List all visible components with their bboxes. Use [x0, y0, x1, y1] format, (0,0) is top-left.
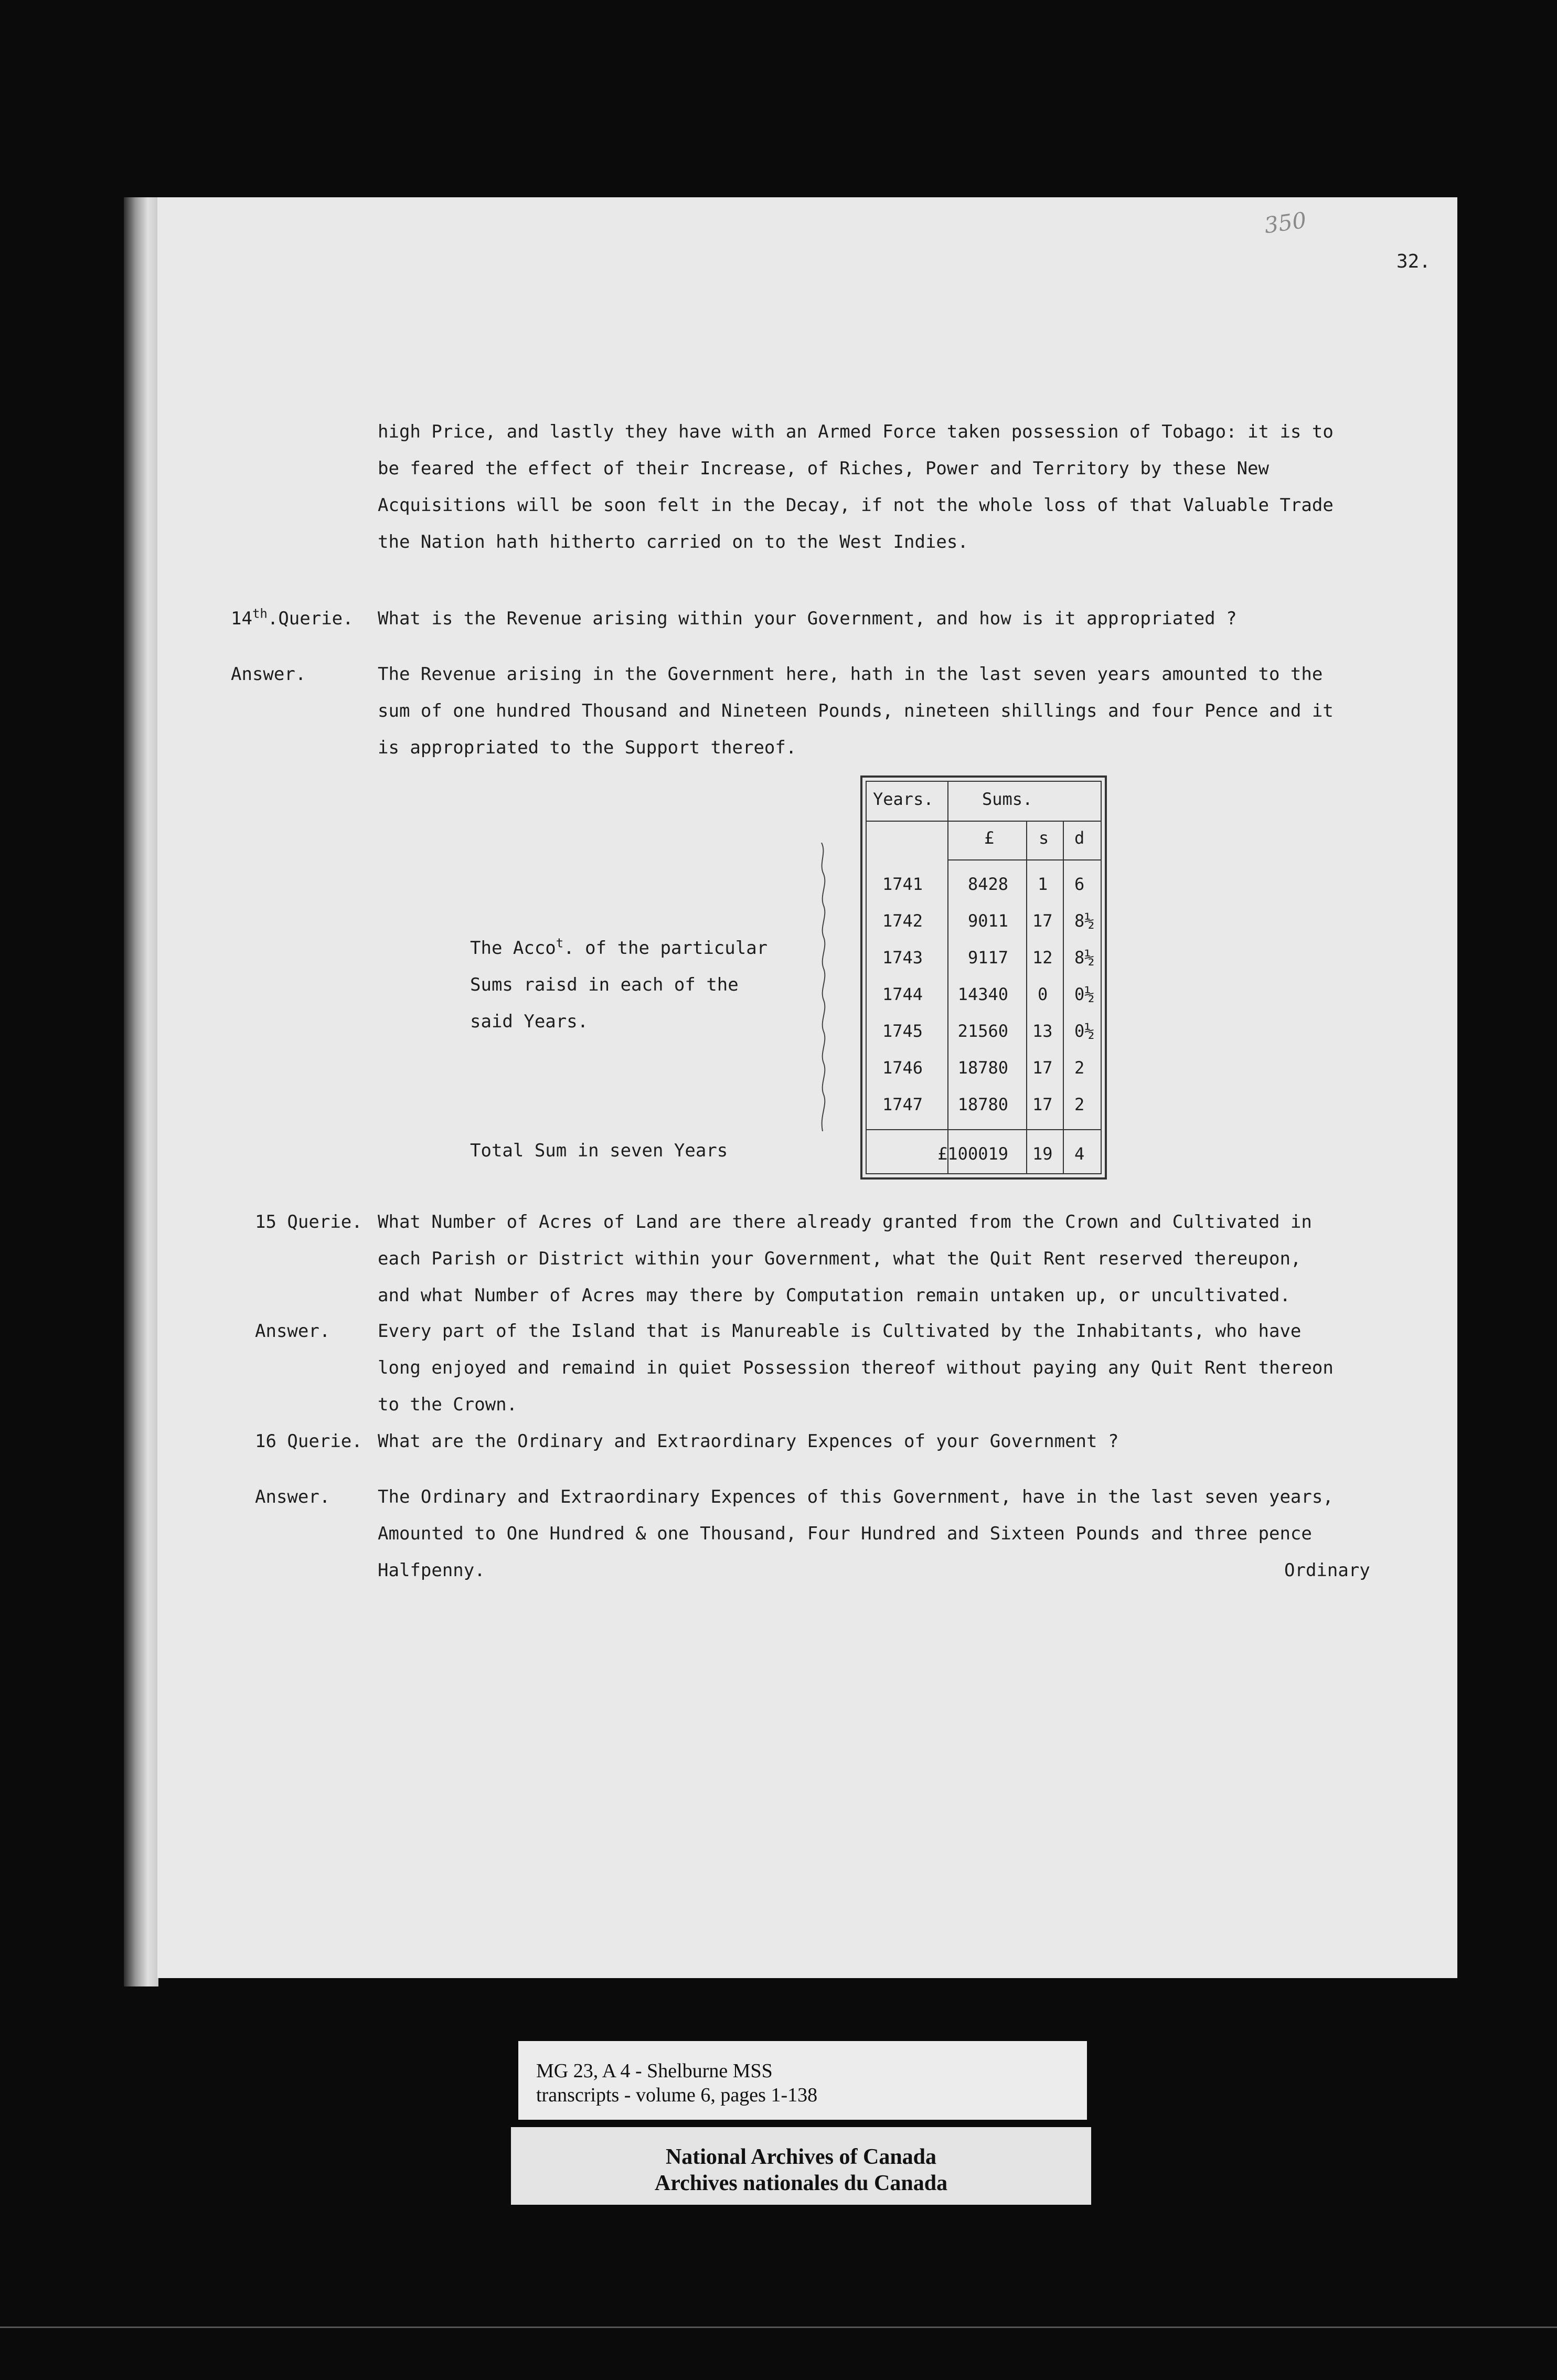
query-16-question: [378, 1423, 1395, 1460]
text-line: the Nation hath hitherto carried on to the West Indies.: [378, 532, 968, 552]
row-pence: 2: [1074, 1095, 1085, 1114]
row-pence: 0½: [1074, 984, 1095, 1004]
header-years: Years.: [873, 789, 934, 809]
document-page: [157, 197, 1457, 1978]
row-year: 1742: [882, 911, 923, 931]
revenue-table: [860, 775, 1107, 1180]
text-line: What are the Ordinary and Extraordinary Expences of your Government ?: [378, 1431, 1119, 1452]
text-line: Amounted to One Hundred & one Thousand, Four Hundred and Sixteen Pounds and three pence: [378, 1523, 1312, 1544]
query-16-label: 16 Querie.: [255, 1431, 362, 1452]
archive-banner-line: National Archives of Canada: [665, 2145, 937, 2169]
header-sums: Sums.: [982, 789, 1033, 809]
row-year: 1741: [882, 874, 923, 894]
total-pence: 4: [1074, 1144, 1085, 1164]
query-15-label: 15 Querie.: [255, 1212, 362, 1232]
archive-banner: [511, 2127, 1091, 2205]
intro-paragraph: [378, 413, 1395, 560]
query-14-answer-label: Answer.: [231, 664, 306, 685]
query-15-answer-label: Answer.: [255, 1321, 330, 1342]
row-pounds: 18780: [957, 1058, 1008, 1078]
unit-shillings: s: [1039, 828, 1049, 848]
pencil-folio-number: 350: [1262, 207, 1308, 239]
catchword: Ordinary: [1284, 1560, 1370, 1581]
query-15-question: [378, 1204, 1395, 1314]
total-pounds: £100019: [937, 1144, 1008, 1164]
text-line: high Price, and lastly they have with an Armed Force taken possession of Tobago: it is to: [378, 421, 1334, 442]
row-pounds: 9011: [967, 911, 1008, 931]
row-pence: 8½: [1074, 948, 1095, 968]
text-line: The Revenue arising in the Government here, hath in the last seven years amounted to the: [378, 664, 1323, 685]
row-shillings: 17: [1032, 1058, 1053, 1078]
text-line: each Parish or District within your Government, what the Quit Rent reserved thereupon,: [378, 1248, 1302, 1269]
row-year: 1745: [882, 1021, 923, 1041]
row-pence: 0½: [1074, 1021, 1095, 1041]
text-line: What is the Revenue arising within your Government, and how is it appropriated ?: [378, 608, 1237, 629]
text-line: Halfpenny.: [378, 1560, 485, 1581]
query-14-label: 14th.Querie.: [231, 606, 354, 629]
text-line: sum of one hundred Thousand and Nineteen Pounds, nineteen shillings and four Pence and it: [378, 700, 1334, 721]
archive-banner-line: Archives nationales du Canada: [654, 2171, 948, 2195]
archive-reference-line: MG 23, A 4 - Shelburne MSS: [536, 2060, 773, 2082]
row-shillings: 1: [1038, 874, 1048, 894]
text-line: The Ordinary and Extraordinary Expences of this Government, have in the last seven years,: [378, 1486, 1334, 1507]
row-pence: 8½: [1074, 911, 1095, 931]
query-16-answer: [378, 1479, 1395, 1589]
row-pounds: 14340: [957, 984, 1008, 1004]
row-year: 1747: [882, 1095, 923, 1114]
row-shillings: 12: [1032, 948, 1053, 968]
curly-brace: [818, 843, 829, 1131]
text-line: to the Crown.: [378, 1394, 518, 1415]
row-year: 1746: [882, 1058, 923, 1078]
unit-pence: d: [1074, 828, 1085, 848]
page-number: 32.: [1396, 251, 1431, 272]
page-edge-shadow: [124, 197, 158, 1986]
row-pence: 2: [1074, 1058, 1085, 1078]
table-side-label: The Acco$^t$. of the particular Sums raisd in each of the said Years.: [470, 936, 768, 1032]
row-year: 1743: [882, 948, 923, 968]
row-shillings: 13: [1032, 1021, 1053, 1041]
text-line: and what Number of Acres may there by Computation remain untaken up, or uncultivated.: [378, 1285, 1291, 1306]
table-total-label: Total Sum in seven Years: [470, 1140, 728, 1161]
archive-reference-tag: [518, 2041, 1087, 2120]
total-shillings: 19: [1032, 1144, 1053, 1164]
archive-reference-line: transcripts - volume 6, pages 1-138: [536, 2084, 818, 2106]
query-16-answer-label: Answer.: [255, 1486, 330, 1507]
row-shillings: 17: [1032, 1095, 1053, 1114]
text-line: Every part of the Island that is Manureable is Cultivated by the Inhabitants, who have: [378, 1321, 1302, 1342]
row-pounds: 21560: [957, 1021, 1008, 1041]
row-pounds: 18780: [957, 1095, 1008, 1114]
row-pounds: 9117: [967, 948, 1008, 968]
row-pence: 6: [1074, 874, 1085, 894]
text-line: long enjoyed and remaind in quiet Possession thereof without paying any Quit Rent thereon: [378, 1357, 1334, 1378]
text-line: Acquisitions will be soon felt in the Decay, if not the whole loss of that Valuable Trade: [378, 495, 1334, 516]
text-line: What Number of Acres of Land are there already granted from the Crown and Cultivated in: [378, 1212, 1312, 1232]
text-line: is appropriated to the Support thereof.: [378, 737, 797, 758]
row-shillings: 0: [1038, 984, 1048, 1004]
row-year: 1744: [882, 984, 923, 1004]
text-line: be feared the effect of their Increase, of Riches, Power and Territory by these New: [378, 458, 1269, 479]
query-14-answer: [378, 656, 1395, 766]
query-15-answer: [378, 1313, 1395, 1423]
row-shillings: 17: [1032, 911, 1053, 931]
film-divider-line: [0, 2326, 1557, 2328]
query-14-question: [378, 600, 1395, 637]
unit-pounds: £: [984, 828, 995, 848]
row-pounds: 8428: [967, 874, 1008, 894]
